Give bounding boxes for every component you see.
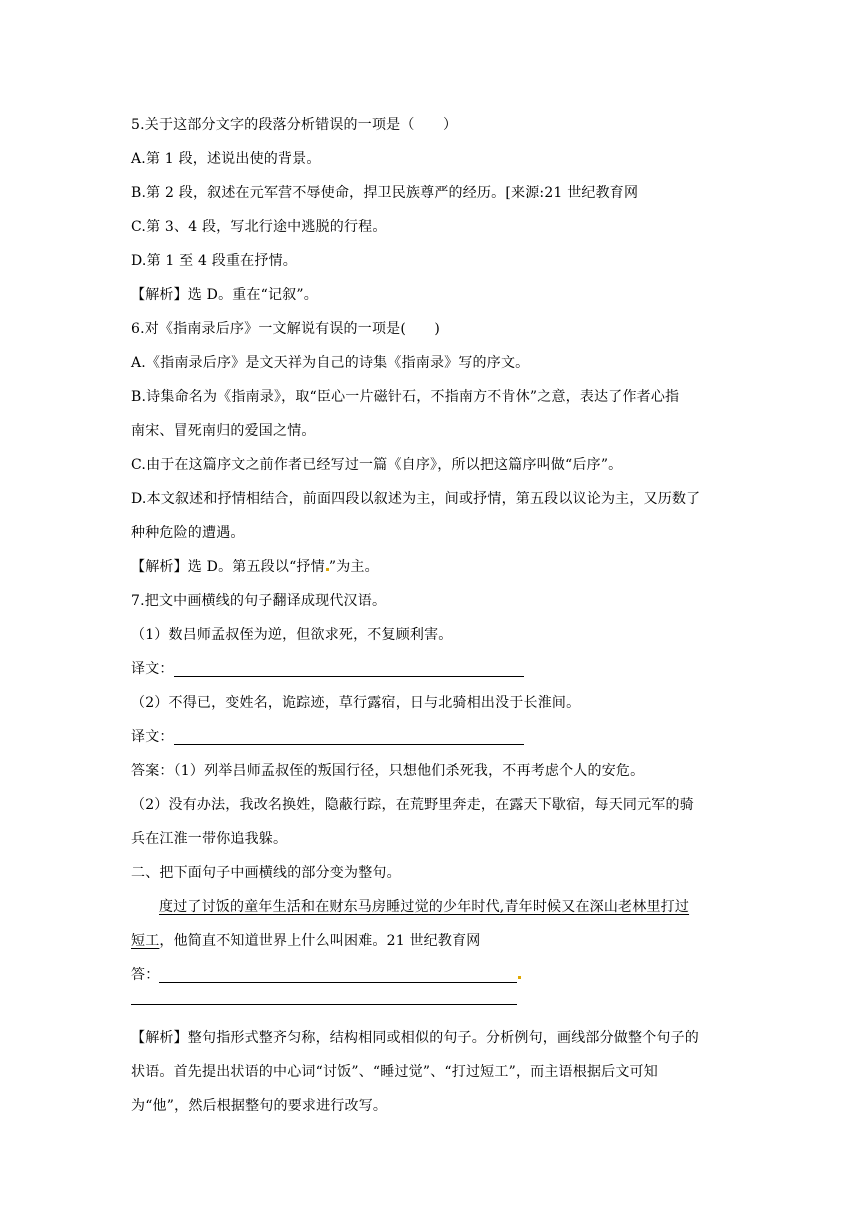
q6-option-d-line2: 种种危险的遭遇。	[131, 525, 245, 541]
q5-option-b: B.第 2 段，叙述在元军营不辱使命，捍卫民族尊严的经历。[来源:21 世纪教育网	[131, 185, 639, 201]
underlined-phrase-end: 短工	[131, 933, 160, 949]
part2-analysis-1: 【解析】整句指形式整齐匀称，结构相同或相似的句子。分析例句，画线部分做整个句子的	[131, 1030, 699, 1046]
q5-option-c: C.第 3、4 段，写北行途中逃脱的行程。	[131, 219, 387, 235]
q5-analysis: 【解析】选 D。重在“记叙”。	[131, 287, 318, 303]
q6-stem: 6.对《指南录后序》一文解说有误的一项是( )	[131, 321, 441, 337]
spacer	[131, 1005, 741, 1021]
q7-answer-1: 答案：（1）列举吕师孟叔侄的叛国行径，只想他们杀死我，不再考虑个人的安危。	[131, 763, 645, 779]
q7-sentence-1: （1）数吕师孟叔侄为逆，但欲求死，不复顾利害。	[131, 627, 453, 643]
q6-option-b-line2: 南宋、冒死南归的爱国之情。	[131, 423, 316, 439]
q6-analysis-pre: 【解析】选 D。第五段以“抒情	[131, 559, 325, 575]
answer-label: 答：	[131, 967, 160, 983]
q7-translation-2	[131, 720, 741, 754]
translation-label: 译文：	[131, 729, 174, 745]
q5-option-a: A.第 1 段，述说出使的背景。	[131, 151, 321, 167]
q5-option-d: D.第 1 至 4 段重在抒情。	[131, 253, 297, 269]
sentence-rest: ，他简直不知道世界上什么叫困难。21 世纪教育网	[159, 933, 481, 949]
q6-option-b-line1: B.诗集命名为《指南录》，取“臣心一片磁针石，不指南方不肯休”之意，表达了作者心指	[131, 389, 680, 405]
part2-answer-line	[131, 958, 741, 992]
q6-option-d-line1: D.本文叙述和抒情相结合，前面四段以叙述为主，间或抒情，第五段以议论为主，又历数了	[131, 491, 701, 507]
part2-sentence-line2	[131, 924, 741, 958]
part2-analysis-2: 状语。首先提出状语的中心词“讨饭”、“睡过觉”、“打过短工”，而主语根据后文可知	[131, 1064, 658, 1080]
answer-blank[interactable]	[159, 968, 517, 983]
document-content	[131, 108, 741, 1123]
q6-analysis	[131, 550, 741, 584]
q7-stem: 7.把文中画横线的句子翻译成现代汉语。	[131, 593, 387, 609]
q5-stem: 5.关于这部分文字的段落分析错误的一项是（ ）	[131, 117, 458, 133]
q7-sentence-2: （2）不得已，变姓名，诡踪迹，草行露宿，日与北骑相出没于长淮间。	[131, 695, 581, 711]
answer-blank-line2[interactable]	[131, 992, 517, 1005]
translation-blank-2[interactable]	[174, 730, 524, 745]
q6-option-a: A.《指南录后序》是文天祥为自己的诗集《指南录》写的序文。	[131, 355, 530, 371]
q7-answer-2b: 兵在江淮一带你追我躲。	[131, 831, 288, 847]
part2-heading: 二、把下面句子中画横线的部分变为整句。	[131, 865, 401, 881]
translation-blank-1[interactable]	[174, 662, 524, 677]
q6-option-c: C.由于在这篇序文之前作者已经写过一篇《自序》，所以把这篇序叫做“后序”。	[131, 457, 623, 473]
translation-label: 译文：	[131, 661, 174, 677]
marker-dot	[518, 976, 521, 979]
q7-translation-1	[131, 652, 741, 686]
q6-analysis-post: ”为主。	[328, 559, 379, 575]
part2-analysis-3: 为“他”，然后根据整句的要求进行改写。	[131, 1098, 388, 1114]
q7-answer-2a: （2）没有办法，我改名换姓，隐蔽行踪，在荒野里奔走，在露天下歇宿，每天同元军的骑	[131, 797, 694, 813]
underlined-phrase: 度过了讨饭的童年生活和在财东马房睡过觉的少年时代,青年时候又在深山老林里打过	[159, 899, 690, 915]
part2-sentence-line1	[131, 890, 741, 924]
